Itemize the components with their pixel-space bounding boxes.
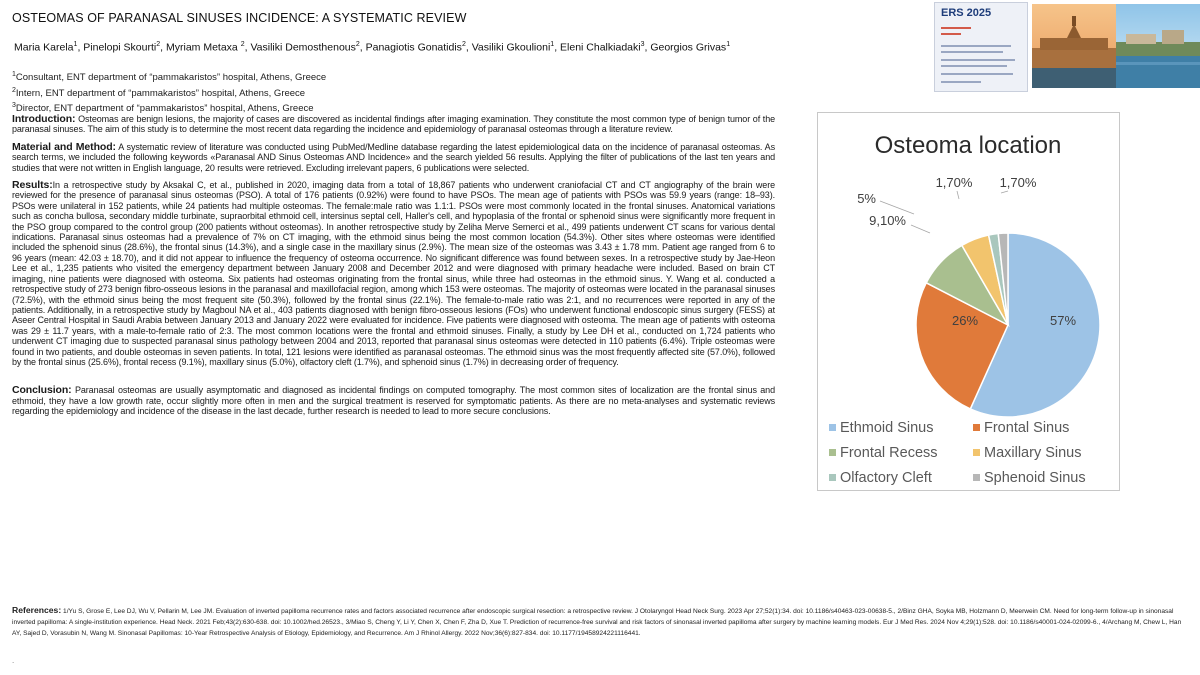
legend-label: Olfactory Cleft: [840, 470, 932, 486]
ers-decor-line: [941, 73, 1013, 75]
ers-decor-line: [941, 33, 961, 35]
author-list: [14, 41, 730, 54]
conclusion-section: [12, 385, 775, 416]
author-affiliation-number: 3: [640, 41, 645, 48]
ers-decor-line: [941, 65, 1007, 67]
data-label-frontal-sinus: 26%: [951, 313, 979, 328]
author-affiliation-number: 2: [355, 41, 360, 48]
data-label-sphenoid-sinus: 1,70%: [999, 175, 1037, 190]
footer-mark: .: [12, 656, 15, 665]
data-label-maxillary-sinus: 5%: [857, 191, 876, 206]
author-separator: ,: [359, 41, 366, 54]
references-text: 1/Yu S, Grose E, Lee DJ, Wu V, Pellarin M, Lee JM. Evaluation of inverted papilloma recurrence rates and factors associated recurrence after endoscopic surgical resection: a retrospective review. J Otolaryngol Head Neck Surg. 2023 Apr 27;52(1):34. doi: 10.1186/s40463-023-00638-5., 2/Binz GHA, Soyka MB, Holzmann D, Meerwein CM. Need for long-term follow-up in sinonasal inverted papilloma: A single-institution experience. Head Neck. 2021 Feb;43(2):630-638. doi: 10.1002/hed.26523., 3/Miao S, Cheng Y, Li Y, Chen X, Chen F, Zha D, Xue T. Prediction of recurrence-free survival and risk factors of sinonasal inverted papilloma after surgery by machine learning models. Eur J Med Res. 2024 Nov 4;29(1):528. doi: 10.1186/s40001-024-02099-6., 4/Archang M, Chew L, Han AY, Sajed D, Vorasubin N, Wang M. Sinonasal Papillomas: 10-Year Retrospective Analysis of Etiology, Epidemiology, and Recurrence. Am J Rhinol Allergy. 2022 Nov;36(6):827-834. doi: 10.1177/19458924221116441.: [12, 608, 1182, 637]
data-label-leader-line: [957, 191, 959, 199]
osteoma-location-chart: [817, 112, 1120, 491]
ers-decor-line: [941, 59, 1015, 61]
legend-label: Ethmoid Sinus: [840, 420, 934, 436]
author-separator: ,: [554, 41, 561, 54]
ers-congress-banner: [926, 0, 1200, 92]
author-name: Eleni Chalkiadaki: [560, 41, 641, 54]
author-affiliation-number: 1: [550, 41, 555, 48]
author-separator: ,: [644, 41, 651, 54]
affiliations: [12, 69, 326, 116]
legend-swatch: [829, 449, 836, 456]
data-label-olfactory-cleft: 1,70%: [935, 175, 973, 190]
ers-decor-line: [941, 27, 971, 29]
legend-label: Frontal Sinus: [984, 420, 1070, 436]
ers-decor-line: [941, 81, 981, 83]
poster-title: OSTEOMAS OF PARANASAL SINUSES INCIDENCE: A SYSTEMATIC REVIEW: [12, 11, 467, 25]
budapest-river-image: [1116, 4, 1200, 88]
methods-heading: Material and Method:: [12, 140, 116, 153]
introduction-text: Osteomas are benign lesions, the majority of cases are discovered as incidental findings after imaging examination. They constitute the most common type of benign tumor of the paranasal sinuses. The aim of this study is to determine the most recent data regarding the incidence and epidemiology of paranasal osteomas through a literature review.: [12, 114, 775, 135]
author-name: Myriam Metaxa: [166, 41, 241, 54]
author-separator: ,: [160, 41, 166, 54]
chart-title: Osteoma location: [874, 132, 1062, 159]
legend-label: Frontal Recess: [840, 445, 938, 461]
legend-swatch: [973, 449, 980, 456]
author-name: Vasiliki Demosthenous: [250, 41, 356, 54]
ers-logo-card: [934, 2, 1028, 92]
data-label-ethmoid-sinus: 57%: [1049, 313, 1077, 328]
ers-decor-line: [941, 51, 1003, 53]
conclusion-heading: Conclusion:: [12, 384, 72, 397]
author-name: Pinelopi Skourti: [83, 41, 157, 54]
legend-swatch: [973, 474, 980, 481]
methods-section: [12, 142, 775, 173]
results-text: In a retrospective study by Aksakal C, et al., published in 2020, imaging data from a total of 18,867 patients who underwent craniofacial CT and CT angiography of the brain were reviewed for the presence of paranasal sinus osteomas (PSO). A total of 176 patients (0.92%) were found to have PSOs. The mean age of patients with PSOs was 59.9 years (range: 18–93). PSOs were unilateral in 152 patients, while 24 patients had multiple osteomas. The female:male ratio was 1.1:1. PSOs were most commonly located in the frontal sinuses. Anatomical variations such as concha bullosa, secondary middle turbinate, supraorbital ethmoid cell, intersinus septal cell, Haller's cell, and hypoplasia of the frontal or sphenoid sinus were significantly more frequent in the PSO group compared to the control group (200 patients without osteomas). In another retrospective study by Zeliha Merve Semerci et al., 499 patients underwent CT scans for various dental indications. Paranasal sinus osteomas had a prevalence of 7% on CT imaging, with the ethmoid sinus being the most common location (54.3%). Other sites where osteomas were identified included the sphenoid sinus (28.6%), the frontal sinus (14.3%), and a single case in the maxillary sinus (2.9%). The mean size of the osteomas was 3.43 ± 1.78 mm. Patient age ranged from 6 to 96 years (mean: 42.03 ± 18.70), and it did not appear to influence the frequency of osteoma occurrence. No significant difference was found between sexes. In a retrospective study by Jae-Heon Lee et al., 1,235 patients who visited the emergency department between January 2008 and December 2012 and were diagnosed with primary headache were included. Based on brain CT imaging, nine patients were diagnosed with osteoma. Six patients had osteomas originating from the frontal sinus, while three had osteomas in the ethmoid sinus. Y. Wang et al. conducted a retrospective study of 273 benign fibro-osseous lesions in the paranasal and maxillofacial region, among which 153 were osteomas. The majority of osteomas were located in the paranasal sinuses (72.5%), with the ethmoid sinus being the most frequent site (50.3%), followed by the frontal sinus (22.1%). The female-to-male ratio was 2:1, and no recurrences were reported in any of the patients. Additionally, in a retrospective study by Magboul NA et al., 403 patients diagnosed with benign fibro-osseous lesions (FOs) who underwent functional endoscopic sinus surgery (FESS) at Aseer Central Hospital in Saudi Arabia between January 2013 and January 2022 were evaluated for incidence. Five patients were diagnosed with osteoma. The mean age of patients with osteoma was 29 ± 11.7 years, with a male-to-female ratio of 2:3. The most common locations were the frontal and ethmoid sinuses. Finally, a study by Lee DH et al., conducted on 1,724 patients who underwent CT imaging due to suspected paranasal sinus pathology between 2004 and 2013, reported that paranasal sinus osteomas were detected in 110 patients (6.4%). Triple osteomas were found in two patients, and double osteomas in seven patients. In total, 121 lesions were identified as paranasal osteomas. The ethmoid sinus was the most frequently affected site (57.0%), followed by the frontal sinus (25.6%), frontal recess (9.1%), maxillary sinus (5.0%), olfactory cleft (1.7%), and sphenoid sinus (1.7%) in decreasing order of frequency.: [12, 180, 775, 367]
ers-decor-line: [941, 45, 1011, 47]
legend-swatch: [829, 424, 836, 431]
affiliation-3: $^3$Director, ENT department of “pammakaristos” hospital, Athens, Greece: [12, 102, 314, 115]
pie-chart-svg: [818, 113, 1119, 490]
legend-swatch: [829, 474, 836, 481]
data-label-frontal-recess: 9,10%: [869, 213, 906, 228]
references-section: [12, 605, 1182, 639]
data-label-leader-line: [911, 225, 930, 233]
legend-swatch: [973, 424, 980, 431]
references-heading: References:: [12, 605, 62, 615]
author-affiliation-number: 1: [73, 41, 78, 48]
data-label-leader-line: [1001, 191, 1008, 193]
legend-label: Sphenoid Sinus: [984, 470, 1086, 486]
author-affiliation-number: 2: [156, 41, 161, 48]
author-name: Georgios Grivas: [650, 41, 727, 54]
author-affiliation-number: 2: [240, 41, 245, 48]
author-name: Vasiliki Gkoulioni: [471, 41, 551, 54]
conclusion-text: Paranasal osteomas are usually asymptomatic and diagnosed as incidental findings on computed tomography. The most common sites of localization are the frontal sinus and ethmoid, they have a low growth rate, occur slightly more often in men and the surgical treatment is reserved for symptomatic patients. As there are no meta-analyses and systematic reviews regarding the epidemiology and incidence of the disease in the last decade, further research is needed to lead to more secure conclusions.: [12, 385, 775, 417]
author-name: Maria Karela: [14, 41, 74, 54]
author-affiliation-number: 2: [461, 41, 466, 48]
affiliation-2: $^2$Intern, ENT department of “pammakaristos” hospital, Athens, Greece: [12, 86, 306, 99]
author-separator: ,: [77, 41, 84, 54]
author-separator: ,: [244, 41, 251, 54]
affiliation-1: $^1$Consultant, ENT department of “pammakaristos” hospital, Athens, Greece: [12, 71, 327, 84]
author-separator: ,: [465, 41, 472, 54]
author-affiliation-number: 1: [726, 41, 731, 48]
budapest-parliament-image: [1032, 4, 1116, 88]
poster-body: [12, 114, 775, 424]
introduction-heading: Introduction:: [12, 113, 76, 125]
results-heading: Results:: [12, 179, 53, 192]
author-name: Panagiotis Gonatidis: [365, 41, 462, 54]
legend-label: Maxillary Sinus: [984, 445, 1082, 461]
methods-text: A systematic review of literature was conducted using PubMed/Medline database regarding the latest epidemiological data on the incidence of paranasal osteomas. As search terms, we included the following keywords «Paranasal AND Sinus Osteomas AND Incidence» and the search yielded 56 results. Applying the filter of publications of the last ten years and studies that were not written in English language, 20 results were retrieved. Excluding irrelevant papers, 6 publications were selected.: [12, 141, 775, 173]
ers-logo: ERS 2025: [941, 7, 992, 19]
results-section: [12, 180, 775, 367]
introduction-section: [12, 114, 775, 135]
